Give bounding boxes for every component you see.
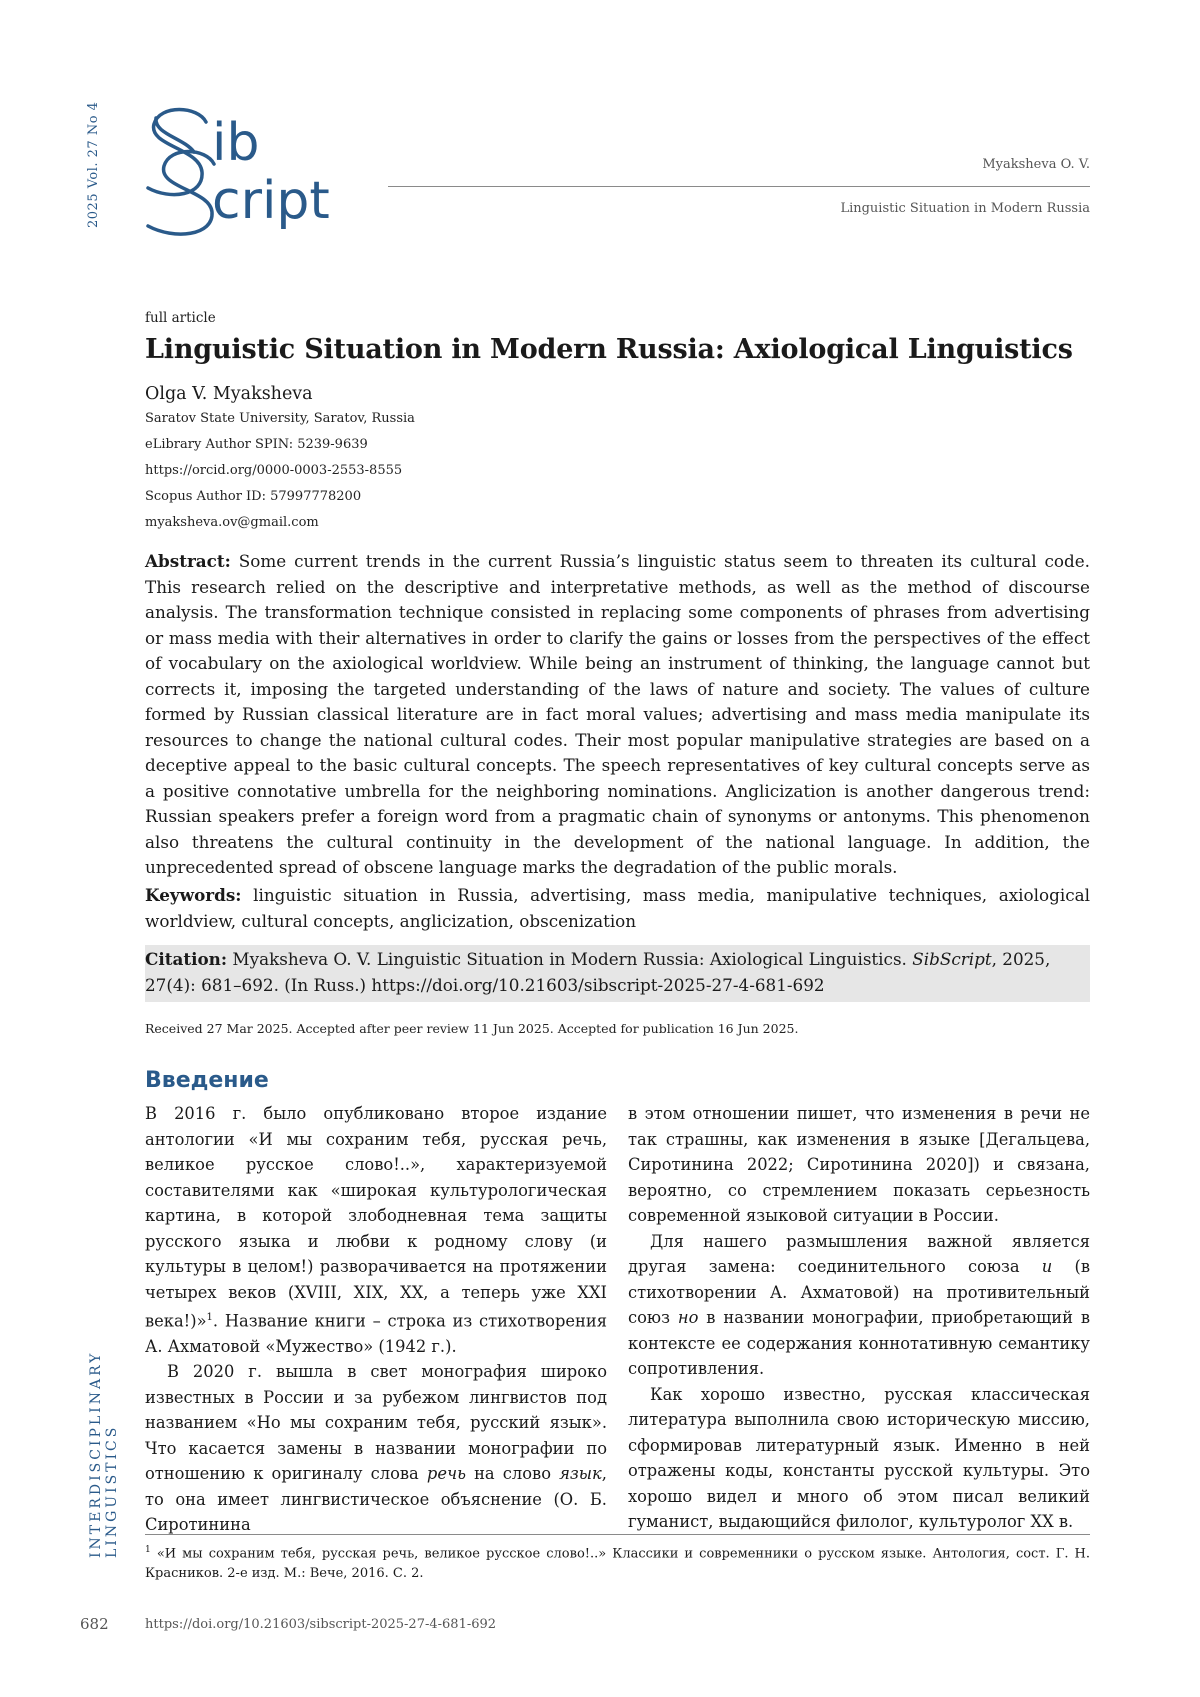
paragraph — [145, 1101, 607, 1359]
running-header-author: Myaksheva O. V. — [982, 157, 1090, 172]
journal-section-label: INTERDISCIPLINARY LINGUISTICS — [88, 1228, 118, 1558]
emphasis: но — [678, 1308, 699, 1327]
emphasis: и — [1042, 1257, 1053, 1276]
logo-word-cript: cript — [212, 171, 330, 231]
footnote-divider — [145, 1534, 1090, 1535]
article-title: Linguistic Situation in Modern Russia: Axiological Linguistics — [145, 334, 1073, 365]
paragraph — [628, 1229, 1090, 1382]
emphasis: язык — [559, 1464, 602, 1483]
footer-doi-link[interactable]: https://doi.org/10.21603/sibscript-2025-27-4-681-692 — [145, 1617, 496, 1632]
paragraph-text: . Название книги – строка из стихотворения А. Ахматовой «Мужество» (1942 г.). — [145, 1311, 607, 1356]
received-dates: Received 27 Mar 2025. Accepted after peer review 11 Jun 2025. Accepted for publication 16 Jun 2025. — [145, 1021, 798, 1036]
paragraph-text: В 2020 г. вышла в свет монография широко известных в России и за рубежом лингвистов под названием «Но мы сохраним тебя, русский язык». Что касается замены в названии монографии по отношению к оригиналу слова — [145, 1362, 607, 1483]
paragraph-text: В 2016 г. было опубликовано второе издание антологии «И мы сохраним тебя, русская речь, великое русское слово!..», характеризуемой составителями как «широкая культурологическая картина, в которой злободневная тема защиты русского языка и любви к родному слову (и культуры в целом!) разворачивается на протяжении четырех веков (XVIII, XIX, XX, а теперь уже XXI века!)» — [145, 1104, 607, 1330]
page-number: 682 — [80, 1615, 109, 1633]
sibscript-logo — [140, 100, 365, 240]
header-divider — [388, 186, 1090, 187]
elibrary-spin: eLibrary Author SPIN: 5239-9639 — [145, 437, 368, 452]
affiliation: Saratov State University, Saratov, Russia — [145, 411, 415, 426]
paragraph — [145, 1359, 607, 1538]
keywords-text: linguistic situation in Russia, advertising, mass media, manipulative techniques, axiological worldview, cultural concepts, anglicization, obscenization — [145, 885, 1090, 931]
paragraph-text: Для нашего размышления важной является другая замена: соединительного союза — [628, 1232, 1090, 1277]
running-header-title: Linguistic Situation in Modern Russia — [840, 201, 1090, 216]
citation-text-1: Myaksheva O. V. Linguistic Situation in Modern Russia: Axiological Linguistics. — [232, 949, 906, 969]
volume-label: 2025 Vol. 27 No 4 — [86, 102, 116, 252]
paragraph: в этом отношении пишет, что изменения в речи не так страшны, как изменения в языке [Дегальцева, Сиротинина 2022; Сиротинина 2020]) и связана, вероятно, со стремлением показать серьезность современной языковой ситуации в России. — [628, 1101, 1090, 1229]
abstract — [145, 549, 1090, 881]
footnote-number: 1 — [145, 1545, 151, 1555]
paragraph-text: на слово — [466, 1464, 559, 1483]
keywords-label: Keywords: — [145, 885, 242, 905]
citation-box — [145, 945, 1090, 1002]
body-column-left — [145, 1101, 607, 1538]
paragraph-text: в названии монографии, приобретающий в контексте ее содержания коннотативную семантику сопротивления. — [628, 1308, 1090, 1378]
footnote-ref[interactable]: 1 — [207, 1312, 213, 1323]
citation-text-2[interactable]: , 2025, 27(4): 681–692. (In Russ.) https://doi.org/10.21603/sibscript-2025-27-4-681-692 — [145, 949, 1050, 995]
emphasis: речь — [427, 1464, 466, 1483]
abstract-label: Abstract: — [145, 551, 231, 571]
paragraph: Как хорошо известно, русская классическая литература выполнила свою историческую миссию, сформировав литературный язык. Именно в ней отражены коды, константы русской культуры. Это хорошо видел и много об этом писал великий гуманист, выдающийся филолог, культуролог XX в. — [628, 1382, 1090, 1535]
author-email[interactable]: myaksheva.ov@gmail.com — [145, 515, 319, 530]
footnote — [145, 1540, 1090, 1584]
section-heading-introduction: Введение — [145, 1068, 269, 1093]
article-type: full article — [145, 310, 216, 326]
paragraph-text: (в стихотворении А. Ахматовой) на противительный союз — [628, 1257, 1090, 1327]
keywords — [145, 883, 1090, 934]
footnote-text: «И мы сохраним тебя, русская речь, великое русское слово!..» Классики и современники о русском языке. Антология, сост. Г. Н. Красников. 2-е изд. М.: Вече, 2016. С. 2. — [145, 1546, 1090, 1581]
body-column-right — [628, 1101, 1090, 1535]
article-author: Olga V. Myaksheva — [145, 384, 313, 404]
orcid-link[interactable]: https://orcid.org/0000-0003-2553-8555 — [145, 463, 402, 478]
abstract-text: Some current trends in the current Russia’s linguistic status seem to threaten its cultural code. This research relied on the descriptive and interpretative methods, as well as the method of discourse analysis. The transformation technique consisted in replacing some components of phrases from advertising or mass media with their alternatives in order to clarify the gains or losses from the perspectives of the effect of vocabulary on the axiological worldview. While being an instrument of thinking, the language cannot but corrects it, imposing the targeted understanding of the laws of nature and society. The values of culture formed by Russian classical literature are in fact moral values; advertising and mass media manipulate its resources to change the national cultural codes. Their most popular manipulative strategies are based on a deceptive appeal to the basic cultural concepts. The speech representatives of key cultural concepts serve as a positive connotative umbrella for the neighboring nominations. Anglicization is another dangerous trend: Russian speakers prefer a foreign word from a pragmatic chain of synonyms or antonyms. This phenomenon also threatens the cultural continuity in the development of the national language. In addition, the unprecedented spread of obscene language marks the degradation of the public morals. — [145, 551, 1090, 877]
logo-word-ib: ib — [212, 113, 259, 173]
scopus-id: Scopus Author ID: 57997778200 — [145, 489, 361, 504]
citation-journal: SibScript — [912, 949, 991, 969]
paragraph-text: , то она имеет лингвистическое объяснение (О. Б. Сиротинина — [145, 1464, 607, 1534]
citation-label: Citation: — [145, 949, 227, 969]
